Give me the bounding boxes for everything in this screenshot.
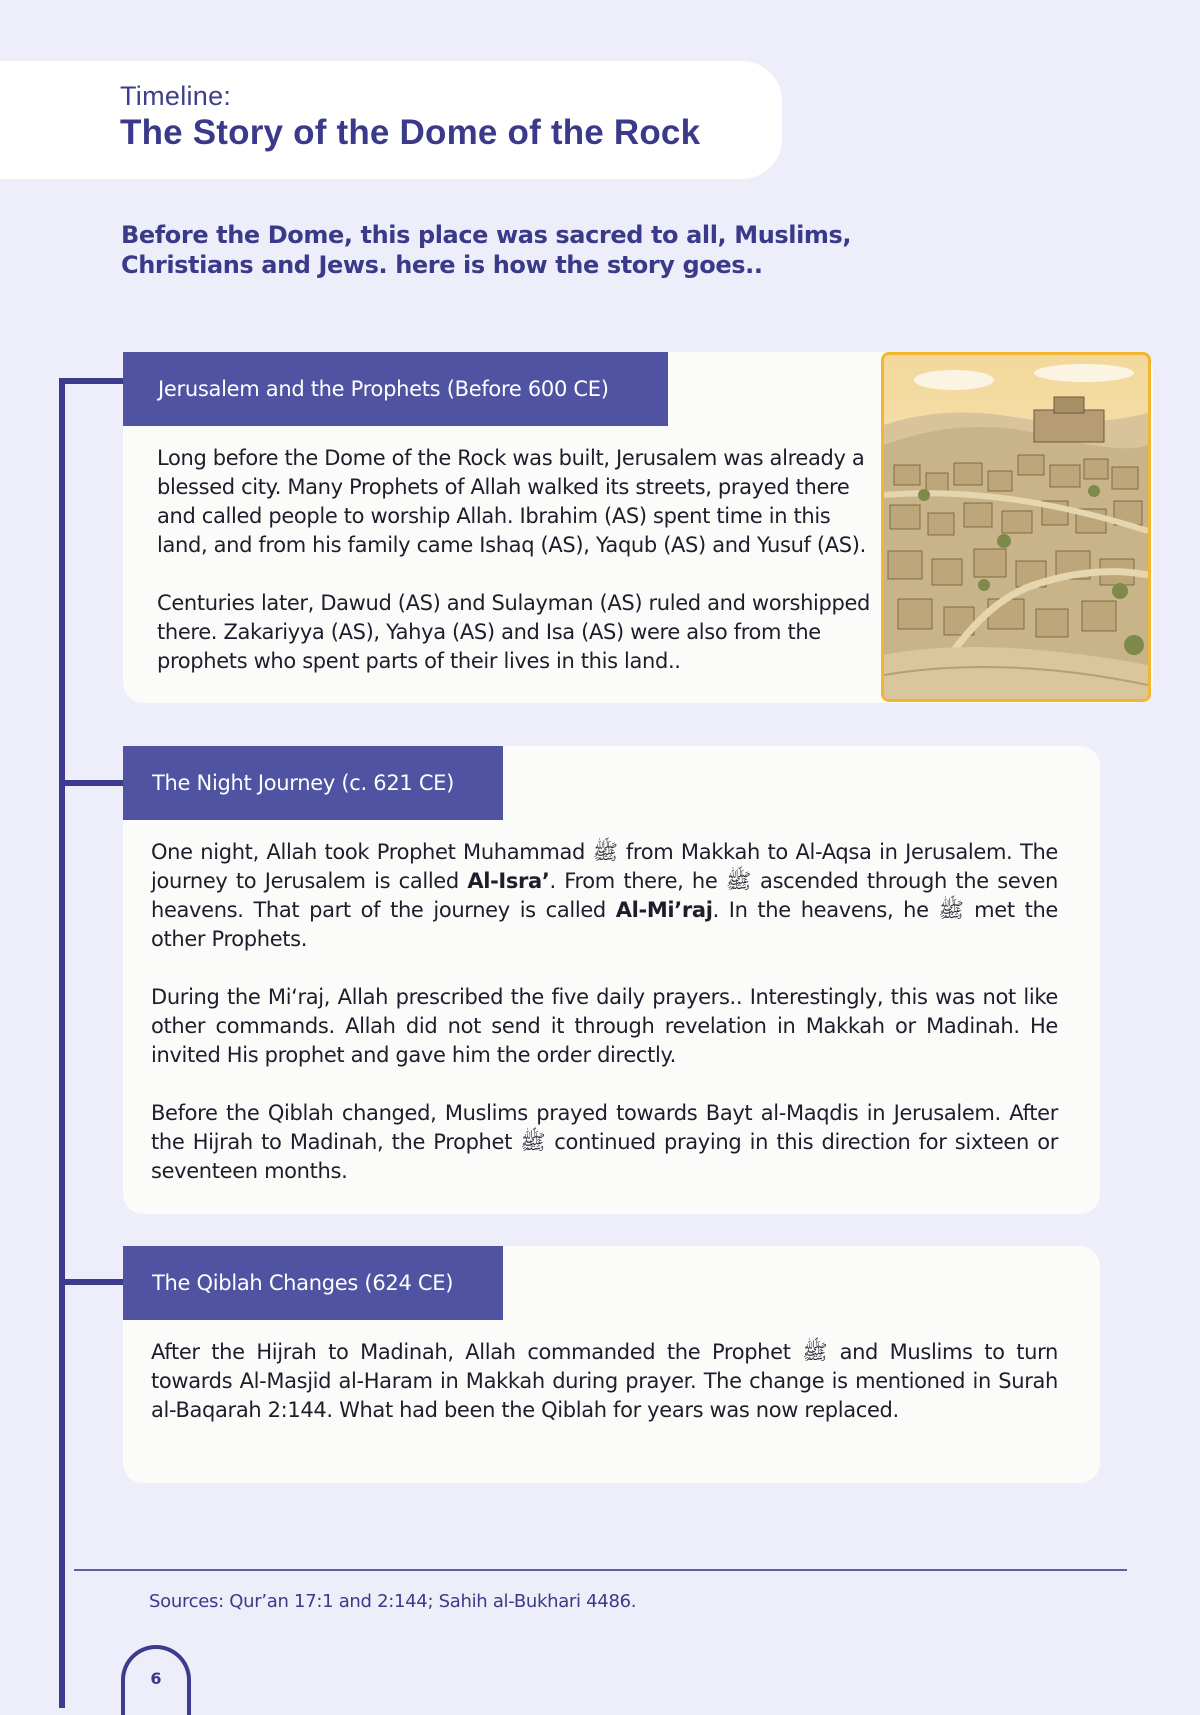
intro-text [121, 220, 921, 280]
page-number: 6 [121, 1645, 191, 1715]
old-city-drawing [884, 355, 1148, 699]
card-body [157, 444, 885, 676]
footer-divider [74, 1569, 1127, 1571]
timeline-card-night-journey [123, 746, 1100, 1214]
card-body [151, 1338, 1058, 1425]
timeline-line [59, 378, 65, 1708]
paragraph: Long before the Dome of the Rock was built, Jerusalem was already a blessed city. Many Prophets of Allah walked its streets, prayed there and called people to worship Allah. Ibrahim (AS) spent time in this land, and from his family came Ishaq (AS), Yaqub (AS) and Yusuf (AS). [157, 446, 866, 557]
text-run: One night, Allah took Prophet Muhammad ﷺ from Makkah to Al-Aqsa in Jerusalem. The journey to Jerusalem is called [151, 840, 1058, 893]
text-run: . In the heavens, he ﷺ met the other Prophets. [151, 898, 1058, 951]
paragraph: After the Hijrah to Madinah, Allah commanded the Prophet ﷺ and Muslims to turn towards Al-Masjid al-Haram in Makkah during prayer. The change is mentioned in Surah al-Baqarah 2:144. What had been the Qiblah for years was now replaced. [151, 1340, 1058, 1422]
timeline-connector [59, 1279, 125, 1285]
timeline-connector [59, 780, 125, 786]
paragraph: Centuries later, Dawud (AS) and Sulayman (AS) ruled and worshipped there. Zakariyya (AS), Yahya (AS) and Isa (AS) were also from the prophets who spent parts of their lives in this land.. [157, 591, 871, 673]
header-eyebrow: Timeline: [120, 81, 232, 111]
card-heading: The Qiblah Changes (624 CE) [123, 1246, 503, 1320]
card-body [151, 838, 1058, 1186]
timeline-card-qiblah [123, 1246, 1100, 1483]
term-al-miraj: Al-Mi’raj [615, 898, 713, 922]
sources-text: Sources: Qur’an 17:1 and 2:144; Sahih al-Bukhari 4486. [149, 1591, 637, 1612]
card-heading: The Night Journey (c. 621 CE) [123, 746, 503, 820]
intro-line-2: Christians and Jews. here is how the story goes.. [121, 251, 763, 279]
text-run: . From there, he ﷺ ascended through the seven heavens. That part of the journey is called [151, 869, 1058, 922]
paragraph [151, 838, 1058, 954]
paragraph: Before the Qiblah changed, Muslims prayed towards Bayt al-Maqdis in Jerusalem. After the Hijrah to Madinah, the Prophet ﷺ continued praying in this direction for sixteen or seventeen months. [151, 1101, 1058, 1183]
paragraph: During the Mi‘raj, Allah prescribed the five daily prayers.. Interestingly, this was not like other commands. Allah did not send it through revelation in Makkah or Madinah. He invited His prophet and gave him the order directly. [151, 985, 1058, 1067]
term-al-isra: Al-Isra’ [467, 869, 550, 893]
page-title: The Story of the Dome of the Rock [120, 113, 701, 152]
jerusalem-illustration [881, 352, 1151, 702]
timeline-connector [59, 378, 125, 384]
intro-line-1: Before the Dome, this place was sacred to all, Muslims, [121, 221, 852, 249]
card-heading: Jerusalem and the Prophets (Before 600 CE) [123, 352, 668, 426]
